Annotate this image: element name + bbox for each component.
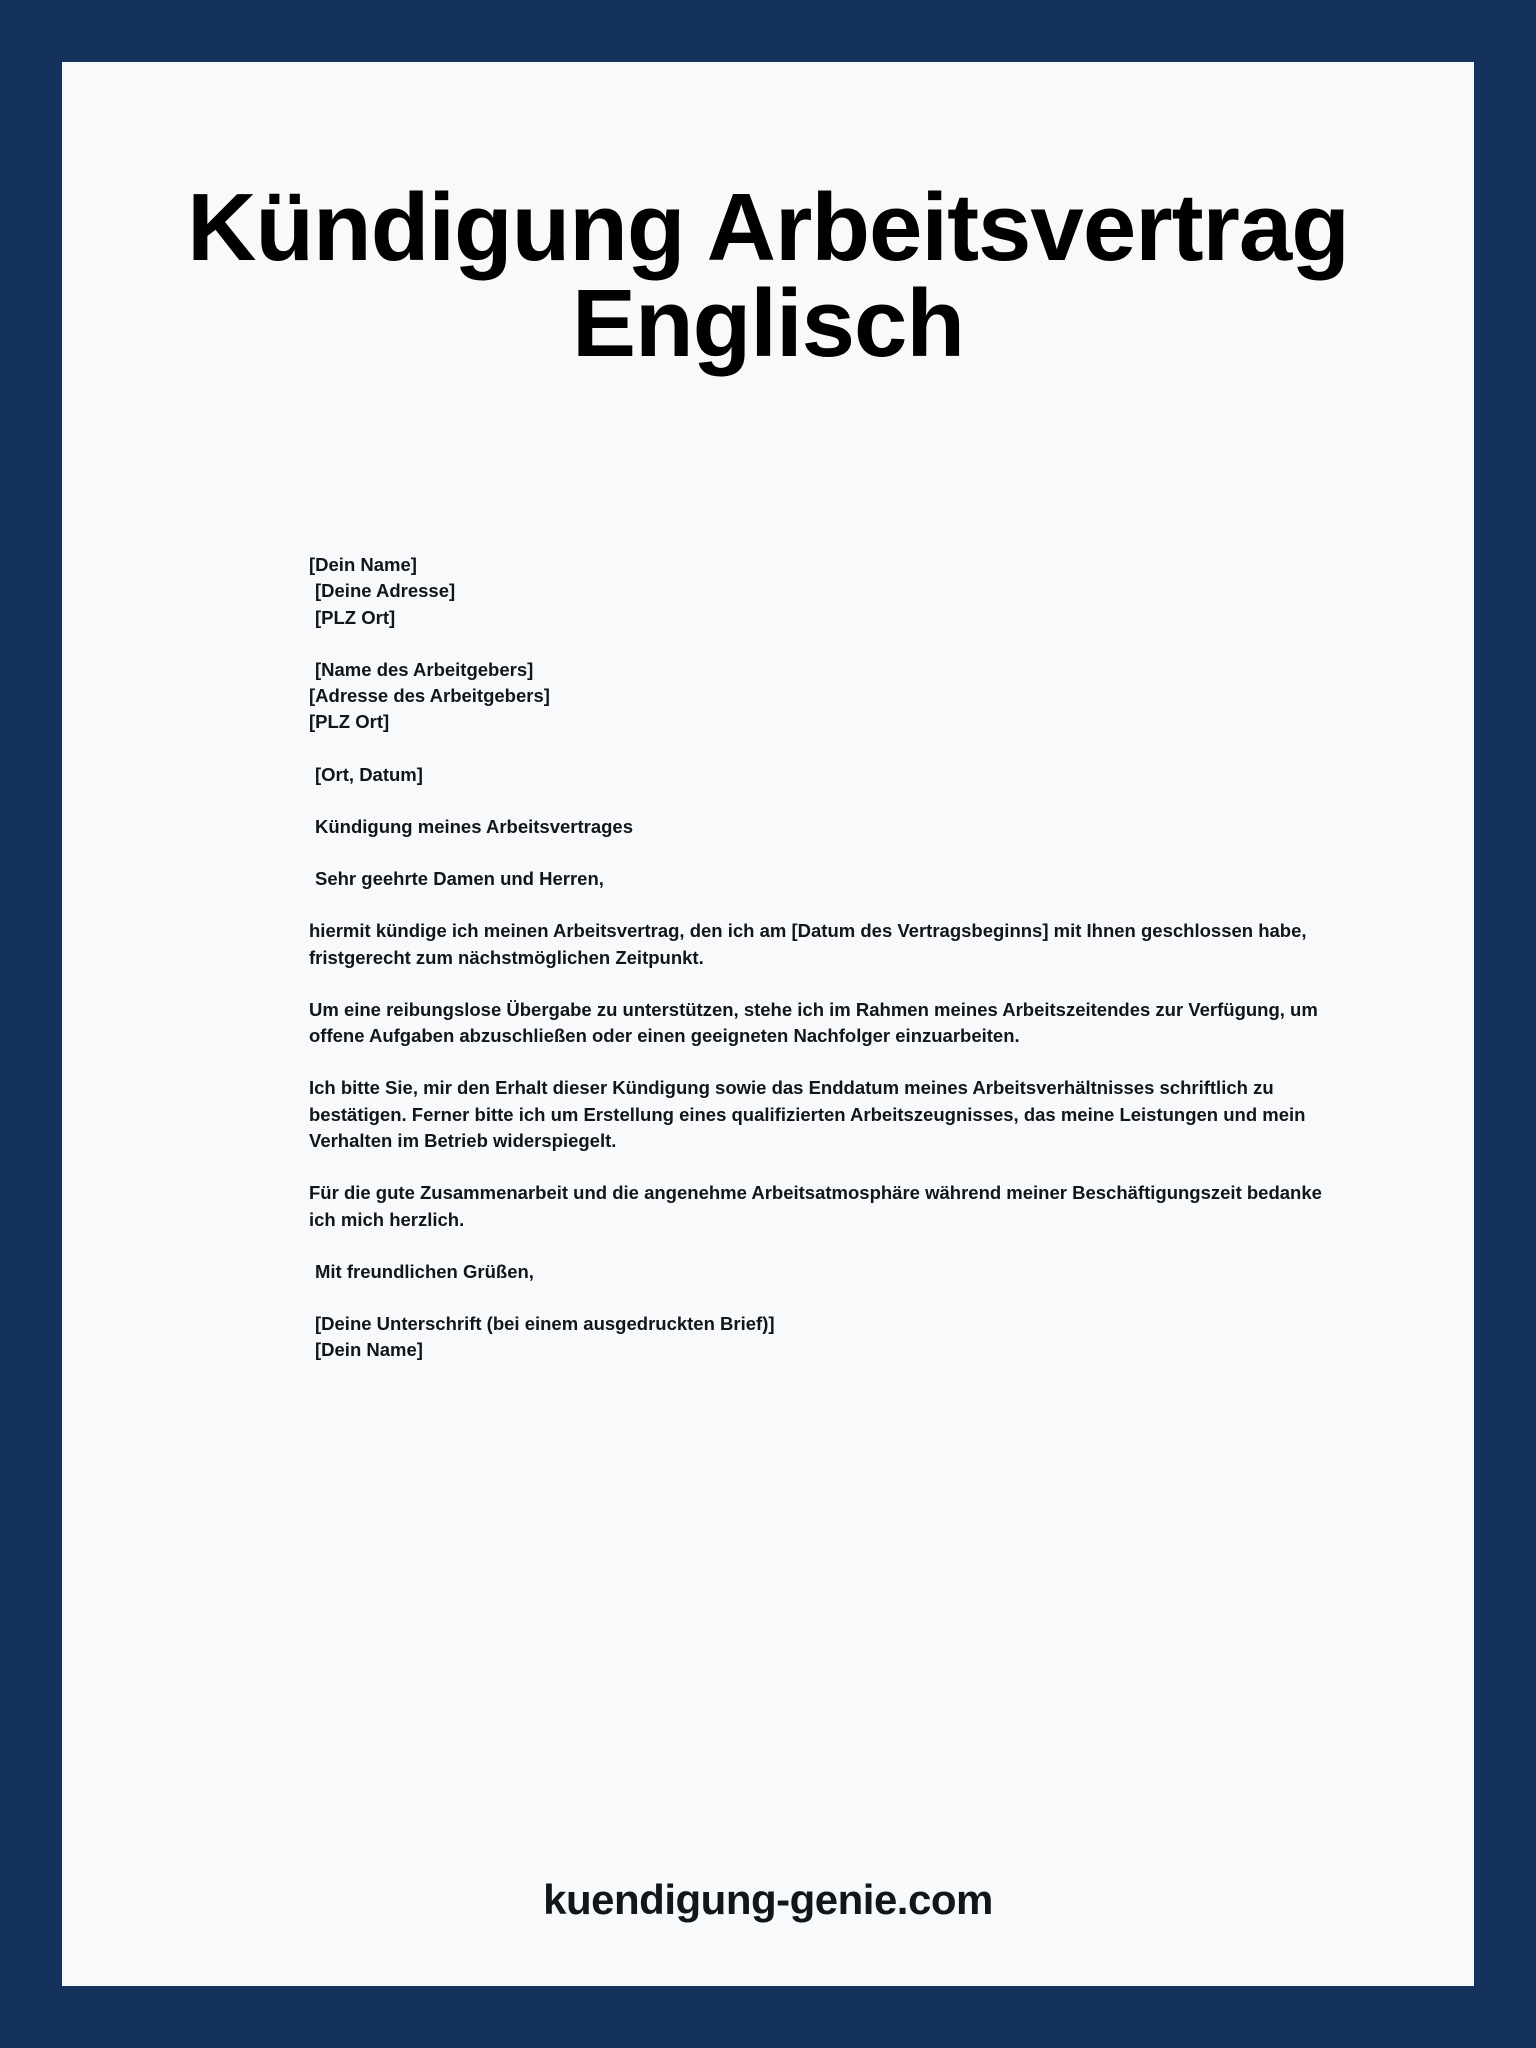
recipient-address: [Adresse des Arbeitgebers] [309, 685, 550, 707]
sender-name: [Dein Name] [309, 554, 417, 575]
paragraph-4: Für die gute Zusammenarbeit und die angenehme Arbeitsatmosphäre während meiner Beschäftigungszeit bedanke ich mich herzlich. [309, 1182, 1322, 1230]
page-title: Kündigung Arbeitsvertrag Englisch [187, 174, 1349, 377]
footer-brand: kuendigung-genie.com [543, 1876, 993, 1923]
closing: Mit freundlichen Grüßen, [315, 1260, 534, 1282]
letter-content [309, 552, 1339, 1390]
sender-address: [Deine Adresse] [315, 580, 456, 602]
paragraph-3: Ich bitte Sie, mir den Erhalt dieser Kündigung sowie das Enddatum meines Arbeitsverhältnisses schriftlich zu bestätigen. Ferner bitte ich um Erstellung eines qualifizierten Arbeitszeugnisses, das meine Leistungen und mein Verhalten im Betrieb widerspiegelt. [309, 1077, 1306, 1151]
paragraph-1: hiermit kündige ich meinen Arbeitsvertrag, den ich am [Datum des Vertragsbeginns] mit Ihnen geschlossen habe, fristgerecht zum nächstmöglichen Zeitpunkt. [309, 920, 1307, 968]
recipient-name: [Name des Arbeitgebers] [315, 658, 534, 680]
document-sheet [62, 62, 1474, 1986]
sender-city: [PLZ Ort] [315, 606, 396, 628]
signature-line: [Deine Unterschrift (bei einem ausgedruckten Brief)] [315, 1313, 775, 1335]
recipient-city: [PLZ Ort] [309, 711, 390, 733]
letter-subject: Kündigung meines Arbeitsvertrages [315, 815, 633, 837]
salutation: Sehr geehrte Damen und Herren, [315, 868, 604, 890]
signature-name: [Dein Name] [315, 1339, 423, 1361]
paragraph-2: Um eine reibungslose Übergabe zu unterstützen, stehe ich im Rahmen meines Arbeitszeitendes zur Verfügung, um offene Aufgaben abzuschließen oder einen geeigneten Nachfolger einzuarbeiten. [309, 998, 1318, 1047]
place-date: [Ort, Datum] [315, 763, 423, 785]
